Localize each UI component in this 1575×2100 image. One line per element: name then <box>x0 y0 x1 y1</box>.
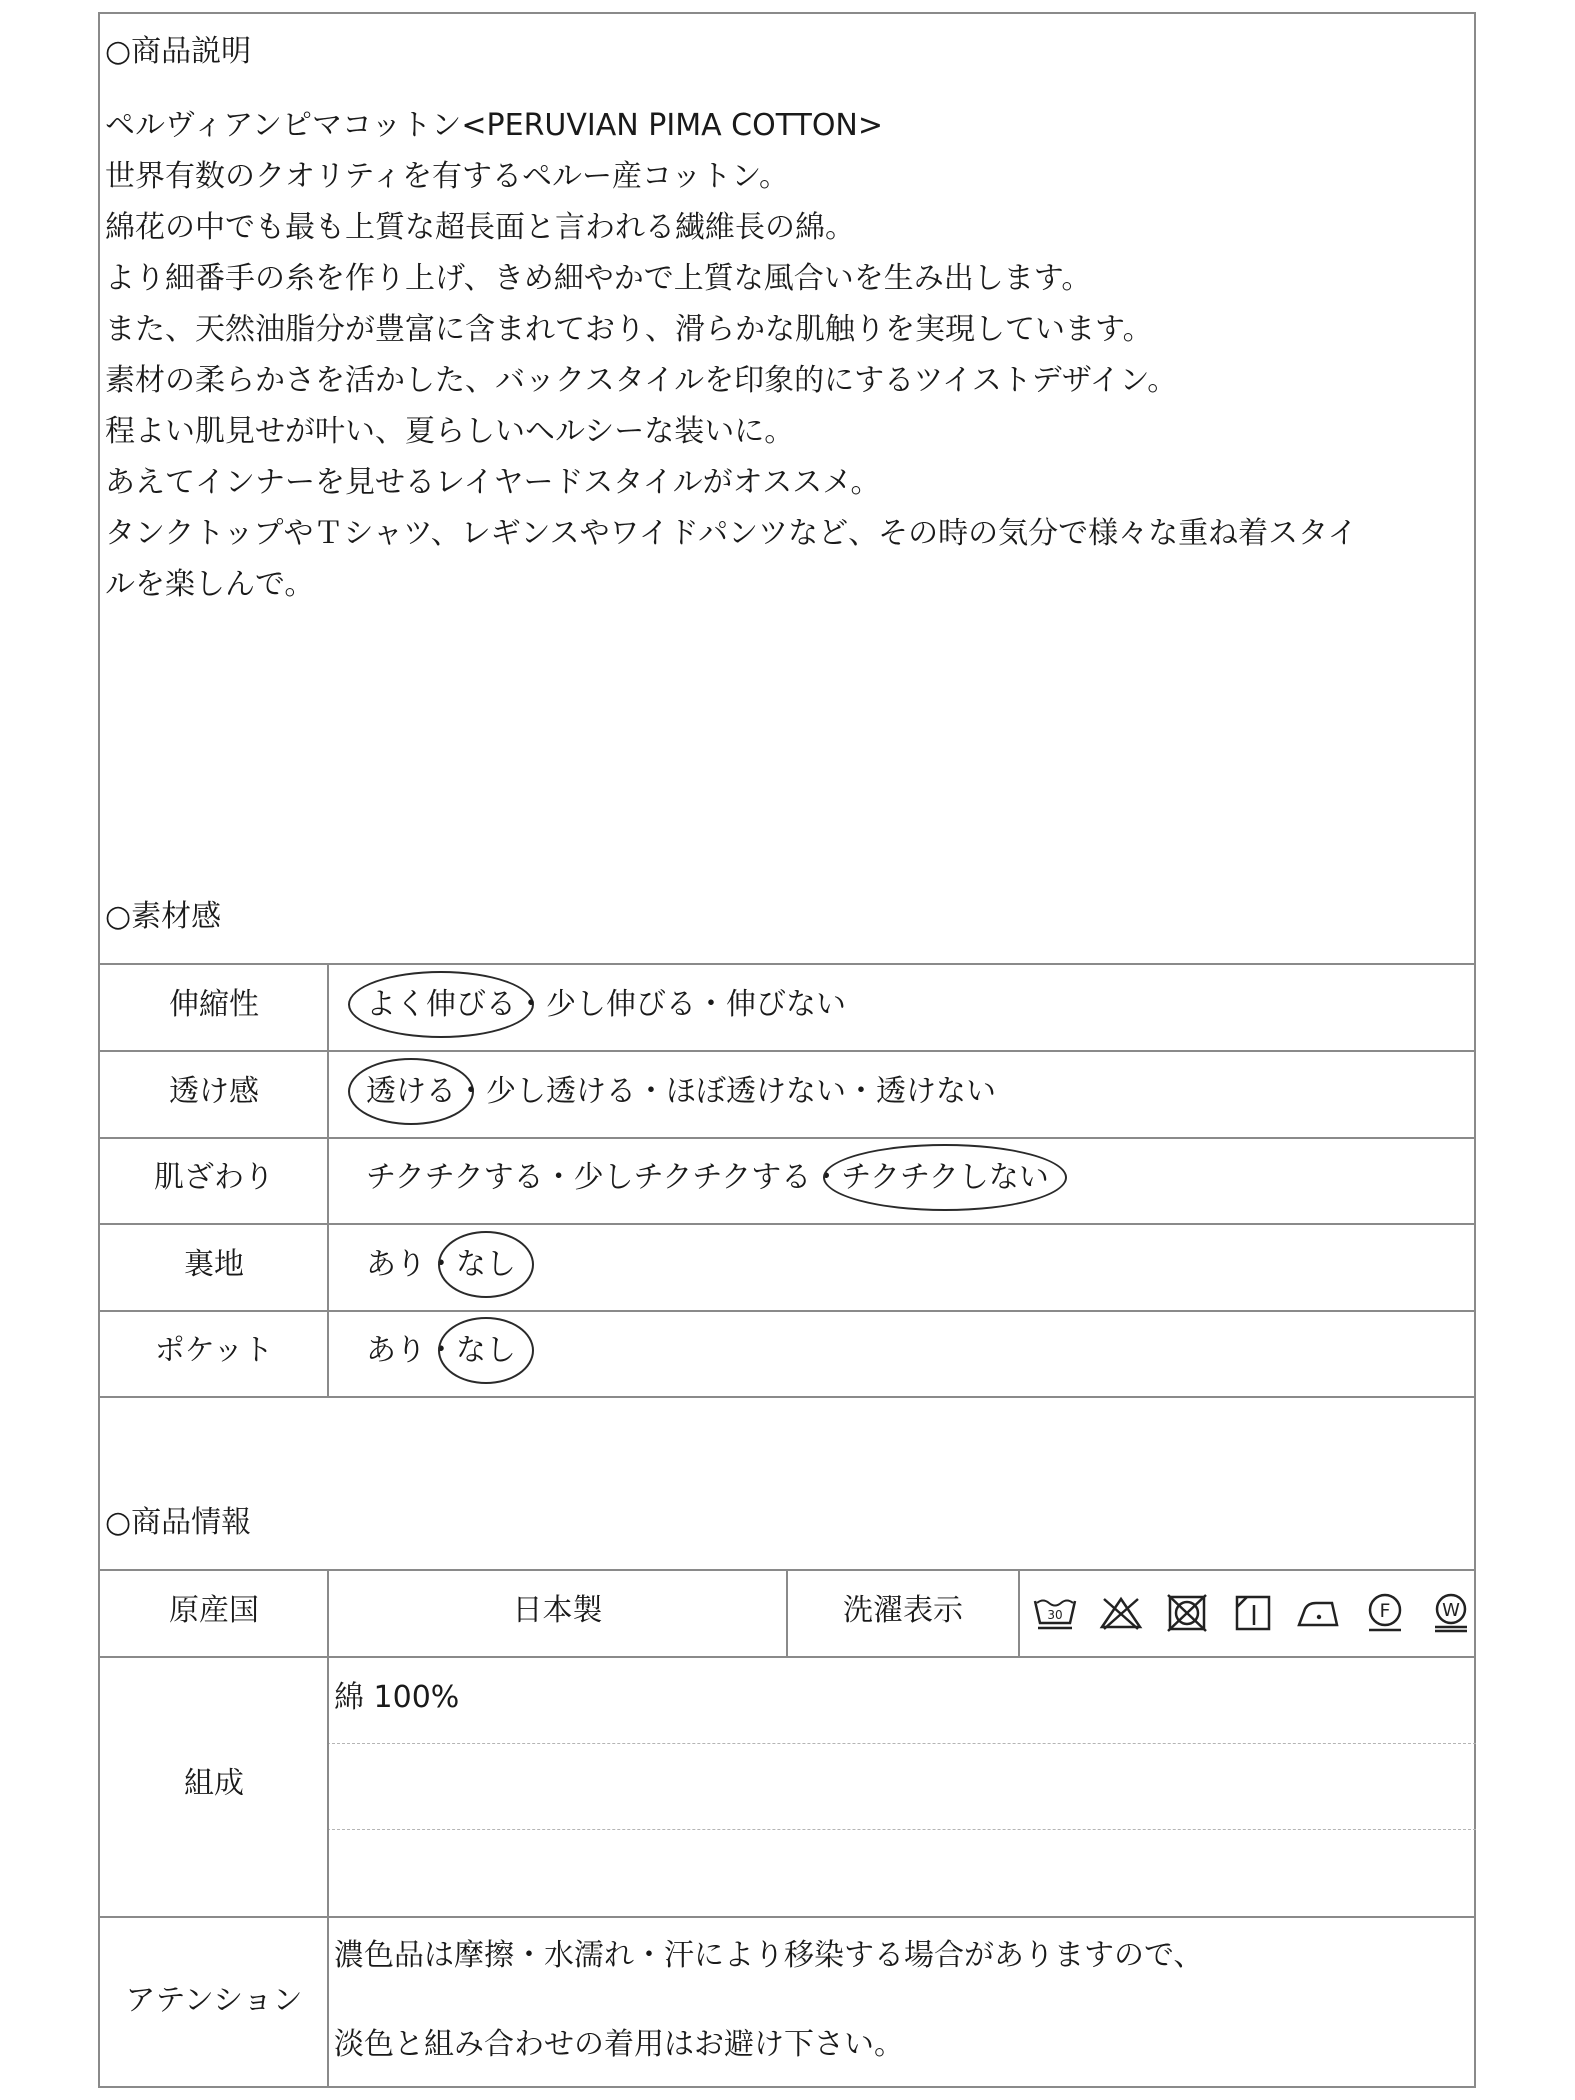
table-rule <box>98 1916 1476 1918</box>
material-option: チクチクしない <box>841 1160 1049 1195</box>
line-dry-shade-icon <box>1230 1593 1276 1633</box>
material-options <box>366 1333 516 1369</box>
composition-label: 組成 <box>184 1766 244 1801</box>
option-separator: ・ <box>426 1333 456 1368</box>
composition-line: 綿 100% <box>334 1680 460 1715</box>
description-line: あえてインナーを見せるレイヤードスタイルがオススメ。 <box>105 465 881 500</box>
table-rule <box>98 1223 1476 1225</box>
material-label: 裏地 <box>184 1247 244 1282</box>
svg-text:F: F <box>1379 1600 1391 1622</box>
material-option: 伸びない <box>726 987 846 1022</box>
option-separator: ・ <box>696 987 726 1022</box>
wash-30-icon <box>1032 1593 1078 1633</box>
material-label: 透け感 <box>169 1074 259 1109</box>
attention-line: 淡色と組み合わせの着用はお避け下さい。 <box>334 2027 904 2062</box>
material-option: 透ける <box>366 1074 456 1109</box>
material-option: 透けない <box>876 1074 996 1109</box>
description-line: ペルヴィアンピマコットン<PERUVIAN PIMA COTTON> <box>105 108 884 143</box>
description-line: より細番手の糸を作り上げ、きめ細やかで上質な風合いを生み出します。 <box>105 261 1092 296</box>
description-line: 綿花の中でも最も上質な超長面と言われる繊維長の綿。 <box>105 210 855 245</box>
option-separator: ・ <box>426 1247 456 1282</box>
origin-label: 原産国 <box>169 1593 259 1628</box>
description-line: ルを楽しんで。 <box>105 567 315 602</box>
material-option: なし <box>456 1333 516 1368</box>
option-separator: ・ <box>543 1160 574 1195</box>
table-rule-dotted <box>327 1829 1476 1830</box>
description-line: 程よい肌見せが叶い、夏らしいヘルシーな装いに。 <box>105 414 795 449</box>
dry-clean-f-icon <box>1362 1593 1408 1633</box>
material-label: ポケット <box>154 1333 274 1368</box>
attention-label: アテンション <box>125 1983 303 2018</box>
description-line: 素材の柔らかさを活かした、バックスタイルを印象的にするツイストデザイン。 <box>105 363 1178 398</box>
care-label: 洗濯表示 <box>843 1593 963 1628</box>
material-option: 少し透ける <box>486 1074 636 1109</box>
description-line: また、天然油脂分が豊富に含まれており、滑らかな肌触りを実現しています。 <box>105 312 1153 347</box>
material-option: チクチクする <box>366 1160 544 1195</box>
material-options <box>366 987 846 1023</box>
material-options <box>366 1160 1049 1196</box>
material-option: なし <box>456 1247 516 1282</box>
option-separator: ・ <box>811 1160 842 1195</box>
material-label: 肌ざわり <box>154 1160 274 1195</box>
material-heading: ○素材感 <box>105 899 222 934</box>
table-column-rule <box>1018 1569 1020 1656</box>
table-rule <box>98 1137 1476 1139</box>
description-line: タンクトップやＴシャツ、レギンスやワイドパンツなど、その時の気分で様々な重ね着スタイ <box>105 516 1358 551</box>
table-rule <box>98 1656 1476 1658</box>
material-option: よく伸びる <box>366 987 516 1022</box>
iron-low-icon <box>1296 1593 1342 1633</box>
material-option: あり <box>366 1247 426 1282</box>
info-heading: ○商品情報 <box>105 1505 252 1540</box>
table-rule <box>98 963 1476 965</box>
material-label: 伸縮性 <box>169 987 259 1022</box>
option-separator: ・ <box>516 987 546 1022</box>
table-rule <box>98 1396 1476 1398</box>
material-options <box>366 1247 516 1283</box>
material-option: あり <box>366 1333 426 1368</box>
option-separator: ・ <box>846 1074 876 1109</box>
description-line: 世界有数のクオリティを有するペルー産コットン。 <box>105 159 789 194</box>
no-bleach-icon <box>1098 1593 1144 1633</box>
description-text <box>105 100 1470 610</box>
material-option: 少しチクチクする <box>573 1160 812 1195</box>
material-option: 少し伸びる <box>546 987 696 1022</box>
svg-text:W: W <box>1442 1600 1460 1621</box>
material-options <box>366 1074 996 1110</box>
option-separator: ・ <box>456 1074 486 1109</box>
wet-clean-w-icon <box>1428 1593 1474 1633</box>
no-tumble-dry-icon <box>1164 1593 1210 1633</box>
origin-value: 日本製 <box>512 1593 603 1628</box>
option-separator: ・ <box>636 1074 666 1109</box>
material-option: ほぼ透けない <box>666 1074 846 1109</box>
attention-line: 濃色品は摩擦・水濡れ・汗により移染する場合がありますので、 <box>334 1938 1204 1973</box>
svg-text:30: 30 <box>1047 1608 1063 1622</box>
table-rule-dotted <box>327 1743 1476 1744</box>
table-rule <box>98 1050 1476 1052</box>
table-rule <box>98 1310 1476 1312</box>
description-heading: ○商品説明 <box>105 34 252 69</box>
